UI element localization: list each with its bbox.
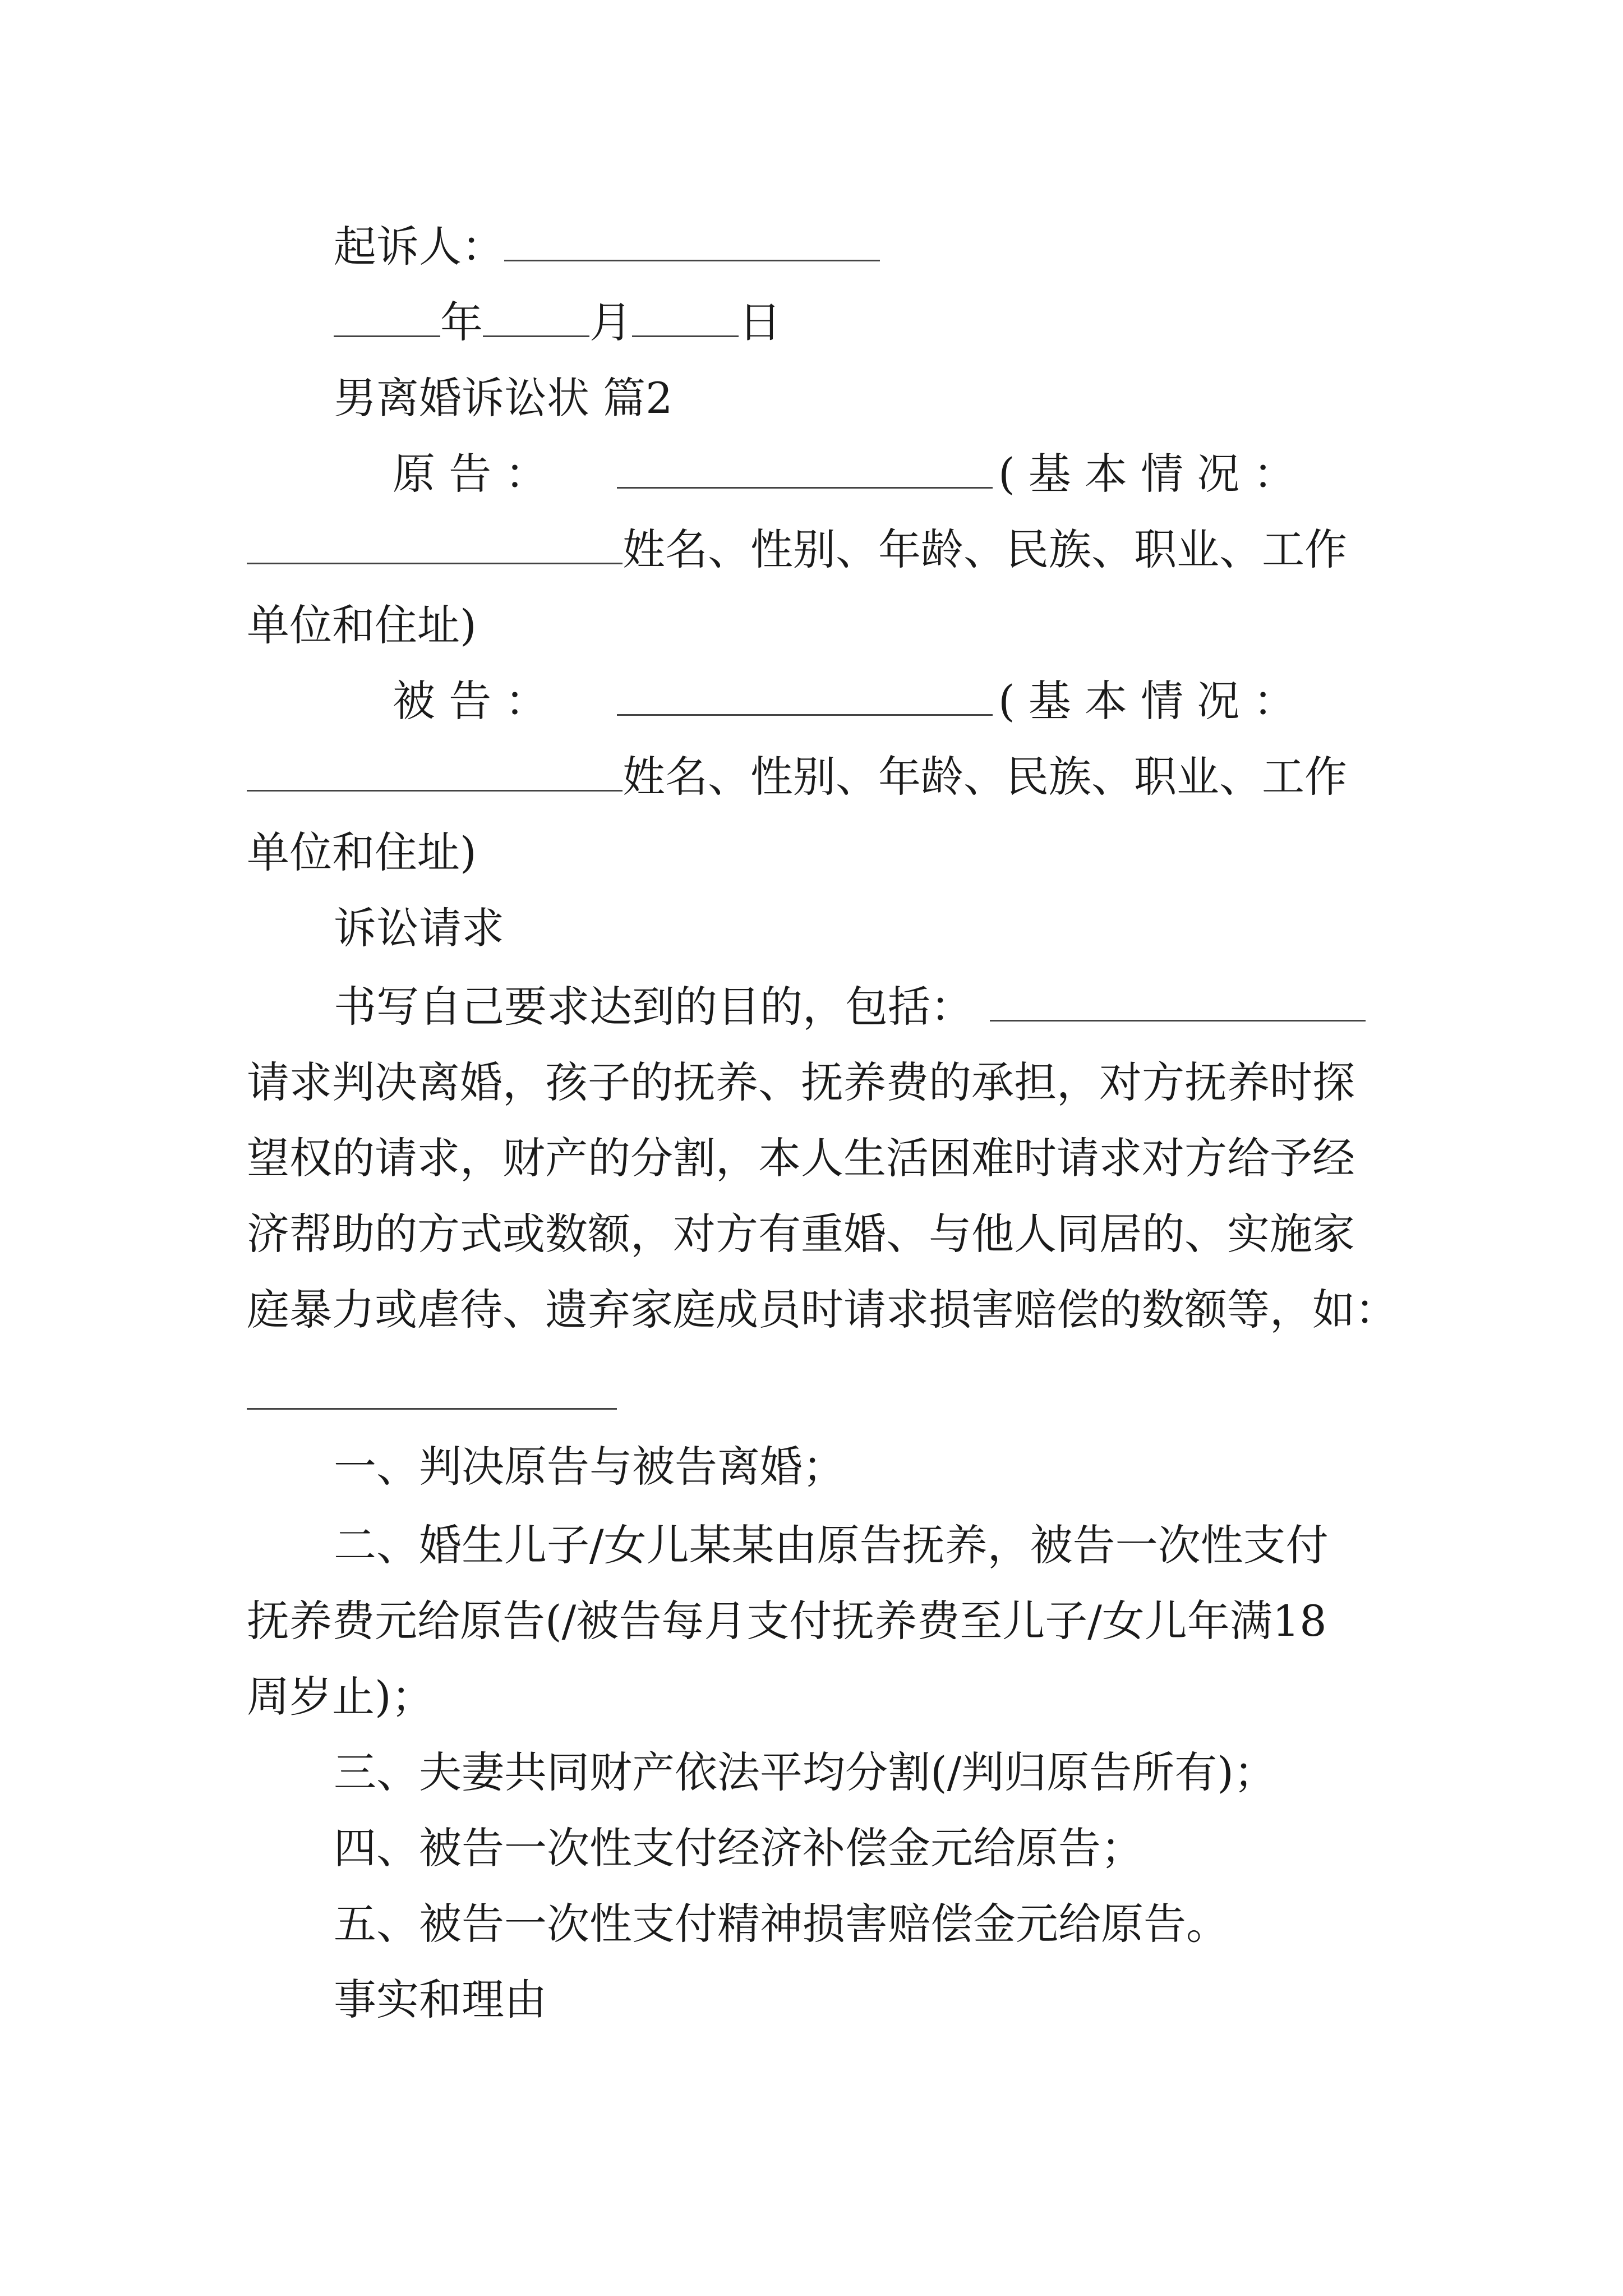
claim-item-5: 五、被告一次性支付精神损害赔偿金元给原告。 <box>334 1899 1229 1949</box>
day-label: 日 <box>739 297 781 347</box>
claim-item-2-cont: 抚养费元给原告(/被告每月支付抚养费至儿子/女儿年满18 <box>247 1596 1327 1646</box>
claims-heading: 诉讼请求 <box>334 903 504 953</box>
plaintiff-info-open: ( 基 本 情 况 ： <box>998 449 1296 499</box>
defendant-name-blank <box>617 680 993 716</box>
plaintiff-signature-label: 起诉人： <box>334 222 504 272</box>
claim-item-1: 一、判决原告与被告离婚； <box>334 1442 845 1492</box>
defendant-detail-line <box>247 746 1347 808</box>
defendant-label: 被 告 ： <box>393 676 548 726</box>
defendant-detail-tail: 单位和住址) <box>247 827 477 877</box>
claims-intro-blank <box>990 986 1366 1022</box>
claims-para-line-1: 请求判决离婚，孩子的抚养、抚养费的承担，对方抚养时探 <box>247 1057 1355 1107</box>
plaintiff-signature-line <box>334 216 880 278</box>
claim-item-2-end: 周岁止)； <box>247 1672 434 1722</box>
claims-para-line-4: 庭暴力或虐待、遗弃家庭成员时请求损害赔偿的数额等，如： <box>247 1285 1398 1335</box>
section-title: 男离婚诉讼状 篇2 <box>334 373 673 423</box>
month-blank <box>483 302 589 337</box>
day-blank <box>632 302 739 337</box>
month-label: 月 <box>589 297 632 347</box>
claims-intro-line <box>334 976 1366 1038</box>
claims-para-line-2: 望权的请求，财产的分割，本人生活困难时请求对方给予经 <box>247 1133 1355 1183</box>
signature-blank <box>504 226 880 261</box>
defendant-detail-blank <box>247 756 623 792</box>
separator-line <box>247 1408 617 1410</box>
year-blank <box>334 302 440 337</box>
date-line <box>334 292 781 353</box>
plaintiff-detail-text: 姓名、性别、年龄、民族、职业、工作 <box>623 524 1347 574</box>
claim-item-2: 二、婚生儿子/女儿某某由原告抚养，被告一次性支付 <box>334 1520 1329 1570</box>
plaintiff-detail-line <box>247 519 1347 581</box>
plaintiff-label: 原 告 ： <box>393 449 548 499</box>
plaintiff-name-blank <box>617 453 993 489</box>
claims-para-line-3: 济帮助的方式或数额，对方有重婚、与他人同居的、实施家 <box>247 1209 1355 1259</box>
defendant-detail-text: 姓名、性别、年龄、民族、职业、工作 <box>623 752 1347 802</box>
plaintiff-name-blank-row <box>617 443 993 505</box>
plaintiff-detail-tail: 单位和住址) <box>247 600 477 650</box>
plaintiff-detail-blank <box>247 529 623 564</box>
defendant-info-open: ( 基 本 情 况 ： <box>998 676 1296 726</box>
claims-intro-text: 书写自己要求达到的目的，包括： <box>334 982 973 1032</box>
facts-heading: 事实和理由 <box>334 1975 547 2024</box>
defendant-name-blank-row <box>617 670 993 732</box>
year-label: 年 <box>440 297 483 347</box>
claim-item-3: 三、夫妻共同财产依法平均分割(/判归原告所有)； <box>334 1747 1276 1797</box>
claim-item-4: 四、被告一次性支付经济补偿金元给原告； <box>334 1823 1144 1873</box>
